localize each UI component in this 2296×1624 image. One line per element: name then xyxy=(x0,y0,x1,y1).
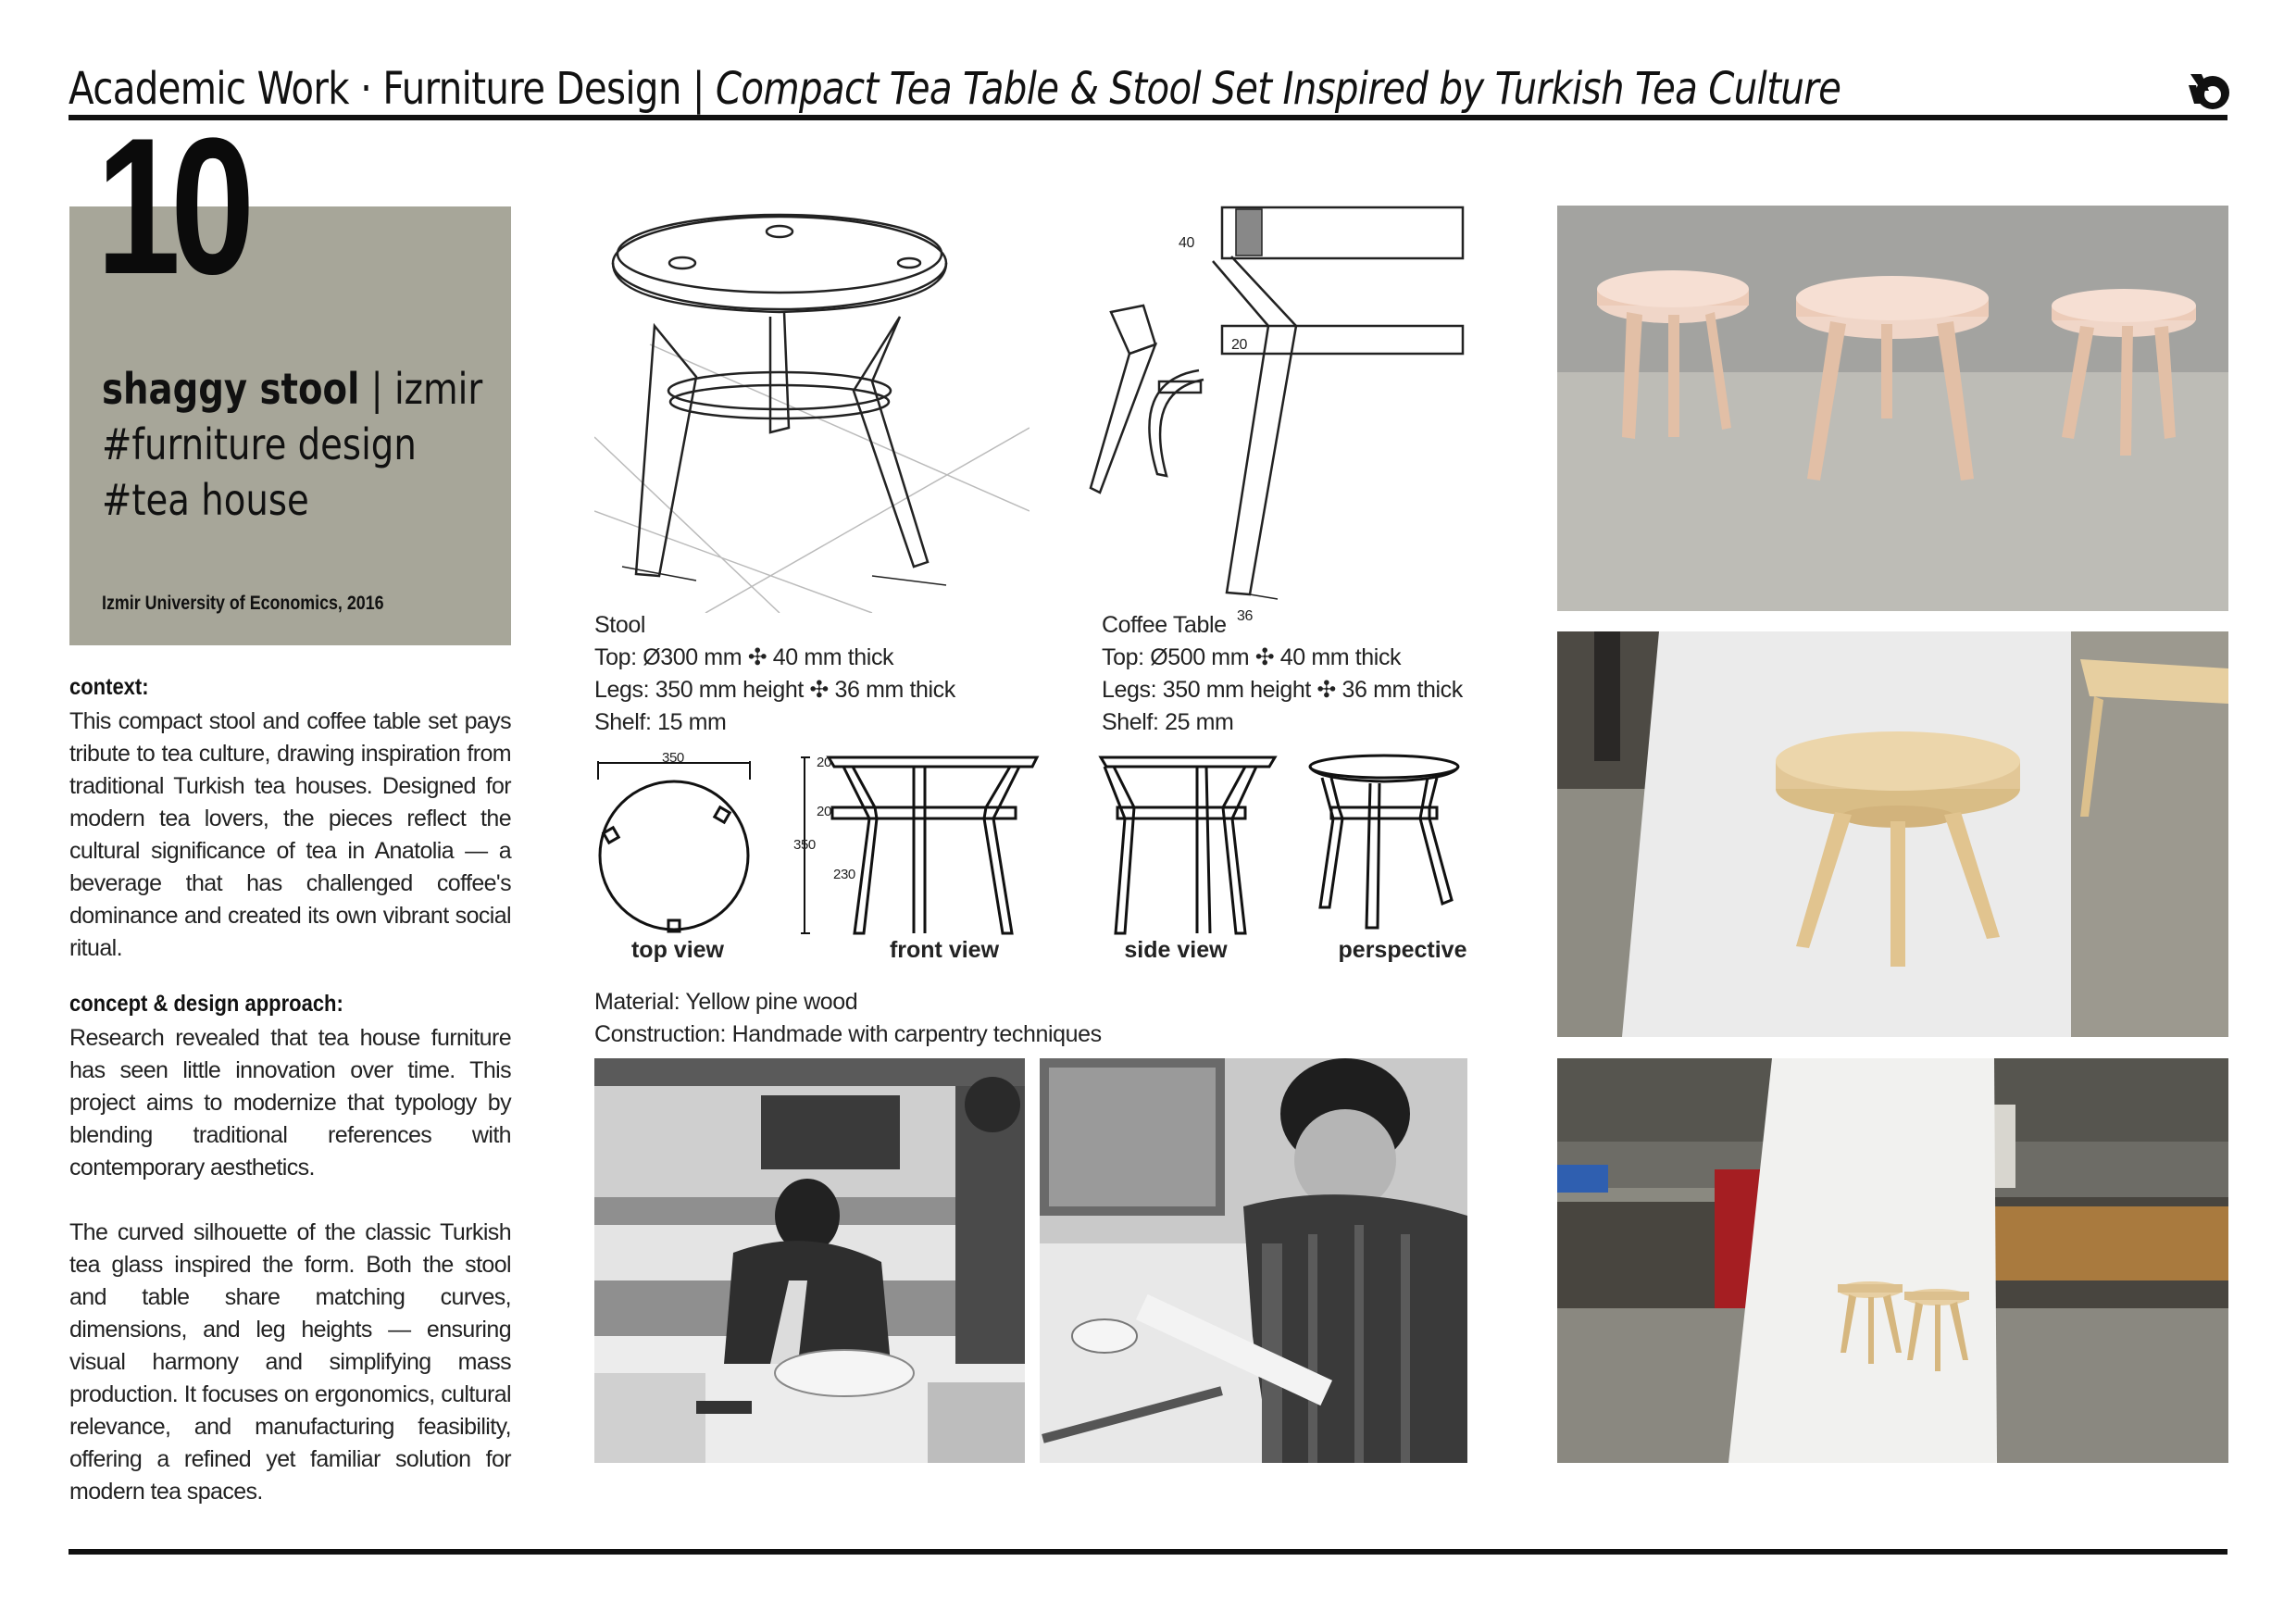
label-perspective: perspective xyxy=(1338,937,1467,963)
product-photo-set xyxy=(1557,206,2228,611)
project-title xyxy=(102,361,482,528)
project-name: shaggy stool xyxy=(102,364,360,414)
front-dim-a: 20 xyxy=(817,755,831,770)
project-location: | izmir xyxy=(359,364,483,414)
leg-joint-sketch xyxy=(1074,206,1472,613)
label-top-view: top view xyxy=(630,937,724,963)
header-rule xyxy=(69,115,2227,120)
header-category: Academic Work · Furniture Design | xyxy=(69,63,716,115)
project-number: 10 xyxy=(96,97,245,315)
product-photo-workshop xyxy=(1557,1058,2228,1463)
stool-sketch xyxy=(594,206,1029,613)
sketch-dim-20: 20 xyxy=(1231,337,1247,353)
concept-heading: concept & design approach: xyxy=(69,991,343,1017)
sketch-dim-36: 36 xyxy=(1237,608,1253,624)
context-text: This compact stool and coffee table set pays tribute to tea culture, drawing inspiration from traditional Turkish tea houses. Designed for modern tea lovers, the pieces reflect the cultural significance of tea in Anatolia — a beverage that has challenged coffee's dominance and created its own vibrant social ritual. xyxy=(69,708,511,961)
product-photo-table xyxy=(1557,631,2228,1037)
footer-rule xyxy=(69,1549,2227,1555)
table-spec-shelf: Shelf: 25 mm xyxy=(1102,709,1234,735)
front-dim-leg: 230 xyxy=(833,867,855,882)
material-info xyxy=(594,986,1102,1051)
page-header-title xyxy=(69,61,1841,117)
stool-spec-shelf: Shelf: 15 mm xyxy=(594,709,727,735)
context-heading: context: xyxy=(69,674,149,700)
top-view-dim: 350 xyxy=(662,750,684,766)
project-university: Izmir University of Economics, 2016 xyxy=(102,593,384,614)
top-view-drawing xyxy=(594,752,761,937)
header-subtitle: Compact Tea Table & Stool Set Inspired by Turkish Tea Culture xyxy=(715,63,1841,115)
front-dim-height: 350 xyxy=(793,837,816,853)
label-side-view: side view xyxy=(1124,937,1228,963)
material-text: Material: Yellow pine wood xyxy=(594,989,858,1015)
construction-text: Construction: Handmade with carpentry techniques xyxy=(594,1021,1102,1047)
front-dim-b: 20 xyxy=(817,804,831,819)
project-tag-teahouse: #tea house xyxy=(102,475,309,525)
stool-spec-title: Stool xyxy=(594,612,645,638)
side-view-drawing xyxy=(1097,752,1278,937)
table-spec-legs: Legs: 350 mm height ✣ 36 mm thick xyxy=(1102,677,1463,703)
table-spec xyxy=(1102,609,1463,739)
project-tag-furniture: #furniture design xyxy=(102,419,417,469)
sketch-dim-40: 40 xyxy=(1179,235,1194,251)
concept-text-2: The curved silhouette of the classic Turkish tea glass inspired the form. Both the stool and table share matching curves, dimensions, and leg heights — ensuring visual harmony and simplifying mass production. It focuses on ergonomics, cultural relevance, and manufacturing feasibility, offering a refined yet familiar solution for modern tea spaces. xyxy=(69,1219,511,1505)
portfolio-logo-icon xyxy=(2185,67,2231,113)
stool-spec-legs: Legs: 350 mm height ✣ 36 mm thick xyxy=(594,677,955,703)
table-spec-title: Coffee Table xyxy=(1102,612,1227,638)
concept-text-1: Research revealed that tea house furniture has seen little innovation over time. This project aims to modernize that typology by blending traditional references with contemporary aesthetics. xyxy=(69,1025,511,1181)
table-spec-top: Top: Ø500 mm ✣ 40 mm thick xyxy=(1102,644,1402,670)
stool-spec xyxy=(594,609,955,739)
label-front-view: front view xyxy=(889,937,1000,963)
stool-spec-top: Top: Ø300 mm ✣ 40 mm thick xyxy=(594,644,894,670)
front-view-drawing xyxy=(801,752,1042,937)
perspective-drawing xyxy=(1305,752,1463,937)
workshop-photo-1 xyxy=(594,1058,1025,1463)
workshop-photo-2 xyxy=(1040,1058,1467,1463)
